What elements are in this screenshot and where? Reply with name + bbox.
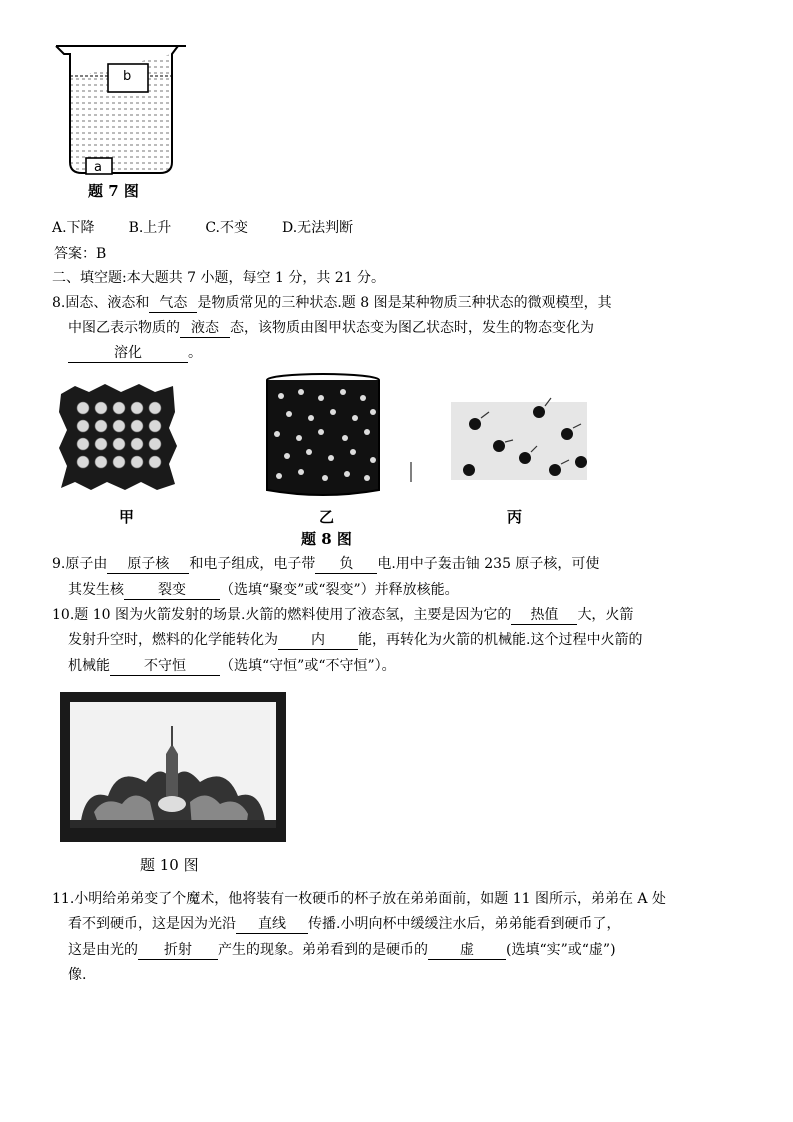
q11-blank-2[interactable]: 折射: [138, 942, 218, 960]
section-2-heading: 二、填空题:本大题共 7 小题，每空 1 分，共 21 分。: [52, 270, 386, 286]
figure-8-caption: 题 8 图: [301, 530, 352, 548]
q11-line-4: 像.: [68, 967, 87, 983]
states-of-matter-diagram: [55, 372, 595, 512]
q10-line-2: 发射升空时，燃料的化学能转化为 内 能，再转化为火箭的机械能.这个过程中火箭的: [68, 632, 643, 648]
q8-blank-1[interactable]: 气态: [149, 295, 197, 313]
q9-blank-1[interactable]: 原子核: [107, 556, 189, 574]
q10-line-1: 10.题 10 图为火箭发射的场景.火箭的燃料使用了液态氢，主要是因为它的 热值 大，火箭: [52, 607, 634, 623]
q9-line-1: 9.原子由 原子核 和电子组成，电子带 负 电.用中子轰击铀 235 原子核，可使: [52, 556, 600, 572]
q9-blank-3[interactable]: 裂变: [124, 582, 220, 600]
q11-blank-3[interactable]: 虚: [428, 942, 506, 960]
q9-line-2: 其发生核 裂变 （选填“聚变”或“裂变”）并释放核能。: [68, 582, 459, 598]
q7-option-a[interactable]: A.下降: [52, 220, 95, 236]
q8-blank-2[interactable]: 液态: [180, 320, 230, 338]
q11-blank-1[interactable]: 直线: [236, 916, 308, 934]
q9-blank-2[interactable]: 负: [315, 556, 377, 574]
figure-7-caption: 题 7 图: [88, 182, 139, 200]
q10-blank-1[interactable]: 热值: [511, 607, 577, 625]
q11-line-2: 看不到硬币，这是因为光沿 直线 传播.小明向杯中缓缓注水后，弟弟能看到硬币了，: [68, 916, 621, 932]
liquid-model: [267, 374, 379, 495]
beaker-diagram: [52, 40, 192, 180]
q8-line-3: 溶化 。: [68, 343, 202, 363]
rocket-launch-photo: [60, 692, 286, 842]
q7-option-b[interactable]: B.上升: [128, 220, 172, 236]
q10-blank-3[interactable]: 不守恒: [110, 658, 220, 676]
q7-option-d[interactable]: D.无法判断: [281, 220, 354, 236]
figure-10-caption: 题 10 图: [140, 856, 199, 874]
q11-line-1: 11.小明给弟弟变了个魔术，他将装有一枚硬币的杯子放在弟弟面前，如题 11 图所示，弟弟在 A 处: [52, 891, 666, 907]
q8-blank-3[interactable]: 溶化: [68, 345, 188, 363]
q7-option-c[interactable]: C.不变: [205, 220, 248, 236]
block-a-label: a: [94, 160, 102, 175]
figure-7: [52, 40, 192, 205]
figure-8: [55, 372, 595, 550]
q11-line-3: 这是由光的 折射 产生的现象。弟弟看到的是硬币的 虚 (选填“实”或“虚”): [68, 942, 616, 958]
block-b-label: b: [123, 69, 132, 84]
label-jia: 甲: [119, 508, 135, 526]
solid-model: [59, 384, 177, 490]
figure-10: [60, 692, 290, 880]
label-bing: 丙: [507, 508, 523, 526]
gas-model: [451, 398, 587, 480]
q8-line-1: 8.固态、液态和 气态 是物质常见的三种状态.题 8 图是某种物质三种状态的微观模型，其: [52, 295, 612, 311]
q7-answer: 答案：B: [54, 246, 107, 262]
q8-line-2: 中图乙表示物质的 液态 态，该物质由图甲状态变为图乙状态时，发生的物态变化为: [68, 320, 594, 336]
q7-options: [52, 218, 387, 238]
q10-blank-2[interactable]: 内: [278, 632, 358, 650]
q10-line-3: 机械能 不守恒 （选填“守恒”或“不守恒”）。: [68, 658, 396, 674]
label-yi: 乙: [319, 508, 335, 526]
